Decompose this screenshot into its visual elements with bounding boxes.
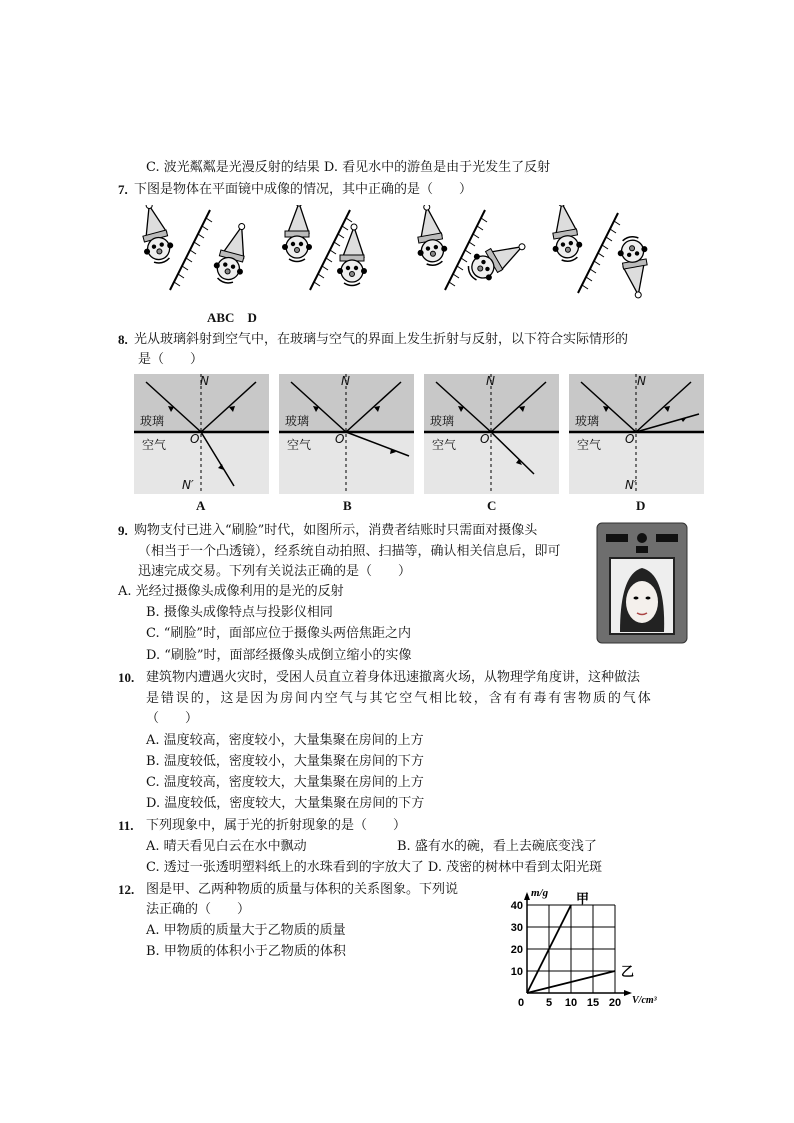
q7-stem: 下图是物体在平面镜中成像的情况，其中正确的是（ ） [134, 182, 473, 197]
q12-option-a: A. 甲物质的质量大于乙物质的质量 [146, 923, 346, 938]
q11-option-b: B. 盛有水的碗，看上去碗底变浅了 [397, 839, 597, 854]
q9-option-a: A. 光经过摄像头成像利用的是光的反射 [118, 584, 344, 599]
x-axis-label: V/cm³ [632, 995, 657, 1006]
q11-option-cd: C. 透过一张透明塑料纸上的水珠看到的字放大了 D. 茂密的树林中看到太阳光斑 [146, 860, 603, 875]
q12-stem-2: 法正确的（ ） [146, 902, 251, 917]
y-tick-label: 30 [510, 922, 523, 934]
series-label: 乙 [621, 965, 635, 980]
y-tick-label: 20 [510, 944, 523, 956]
q12-option-b: B. 甲物质的体积小于乙物质的体积 [146, 944, 346, 959]
y-tick-label: 10 [510, 966, 523, 978]
q8-number: 8. [118, 332, 128, 347]
q8-option-a: A [196, 498, 206, 513]
mass-volume-chart [500, 884, 670, 1009]
q8-diagram-d: 玻璃 空气 N O N′ [569, 374, 704, 494]
q8-diagram-a: 玻璃 空气 N O N′ [134, 374, 269, 494]
q8-option-b: B [343, 498, 352, 513]
q7-option-labels: ABC D [207, 310, 257, 325]
q9-option-d: D. “刷脸”时，面部经摄像头成倒立缩小的实像 [146, 648, 412, 663]
y-axis-label: m/g [531, 887, 549, 899]
x-tick-label: 5 [545, 997, 553, 1009]
q11-option-a: A. 晴天看见白云在水中飘动 [146, 839, 307, 854]
air-label: 空气 [142, 438, 167, 452]
x-tick-label: 10 [564, 997, 578, 1009]
q12-stem-1: 图是甲、乙两种物质的质量与体积的关系图象。下列说 [146, 882, 459, 897]
glass-label: 玻璃 [140, 414, 165, 428]
q10-option-a: A. 温度较高，密度较小，大量集聚在房间的上方 [146, 733, 424, 748]
q12-number: 12. [118, 882, 135, 897]
q8-stem-1: 光从玻璃斜射到空气中，在玻璃与空气的界面上发生折射与反射，以下符合实际情形的 [134, 332, 629, 347]
q11-stem: 下列现象中，属于光的折射现象的是（ ） [146, 818, 407, 833]
q9-stem-3: 迅速完成交易。下列有关说法正确的是（ ） [138, 564, 412, 579]
q9-stem-1: 购物支付已进入“刷脸”时代，如图所示，消费者结账时只需面对摄像头 [134, 523, 538, 538]
q8-option-c: C [487, 498, 497, 513]
x-axis-arrow [624, 990, 632, 996]
series-label: 甲 [576, 892, 590, 907]
q10-stem-2: 是错误的，这是因为房间内空气与其它空气相比较，含有有毒有害物质的气体 [146, 691, 653, 706]
q10-option-d: D. 温度较低，密度较大，大量集聚在房间的下方 [146, 796, 425, 811]
q10-stem-1: 建筑物内遭遇火灾时，受困人员直立着身体迅速撤离火场，从物理学角度讲，这种做法 [146, 670, 641, 685]
x-tick-label: 20 [608, 997, 622, 1009]
q10-option-c: C. 温度较高，密度较大，大量集聚在房间的上方 [146, 775, 424, 790]
q9-stem-2: （相当于一个凸透镜），经系统自动拍照、扫描等，确认相关信息后，即可 [138, 544, 561, 559]
q9-option-b: B. 摄像头成像特点与投影仪相同 [146, 605, 333, 620]
y-tick-label: 40 [510, 900, 523, 912]
q10-number: 10. [118, 670, 135, 685]
q9-option-c: C. “刷脸”时，面部应位于摄像头两倍焦距之内 [146, 626, 412, 641]
q6-option-cd: C. 波光粼粼是光漫反射的结果 D. 看见水中的游鱼是由于光发生了反射 [146, 160, 551, 175]
q8-stem-2: 是（ ） [138, 352, 204, 367]
q10-option-b: B. 温度较低，密度较小，大量集聚在房间的下方 [146, 754, 424, 769]
q7-figure [140, 205, 680, 300]
x-tick-label: 15 [586, 997, 600, 1009]
q9-number: 9. [118, 523, 128, 538]
y-axis-arrow [524, 892, 530, 900]
q8-diagram-b: 玻璃 空气 N O [279, 374, 414, 494]
q8-diagram-c: 玻璃 空气 N O [424, 374, 559, 494]
q11-number: 11. [118, 818, 134, 833]
q7-number: 7. [118, 182, 128, 197]
q8-option-d: D [636, 498, 646, 513]
x-tick-label: 0 [517, 997, 525, 1009]
q10-stem-3: （ ） [146, 711, 199, 726]
face-scanner-figure [596, 522, 688, 644]
